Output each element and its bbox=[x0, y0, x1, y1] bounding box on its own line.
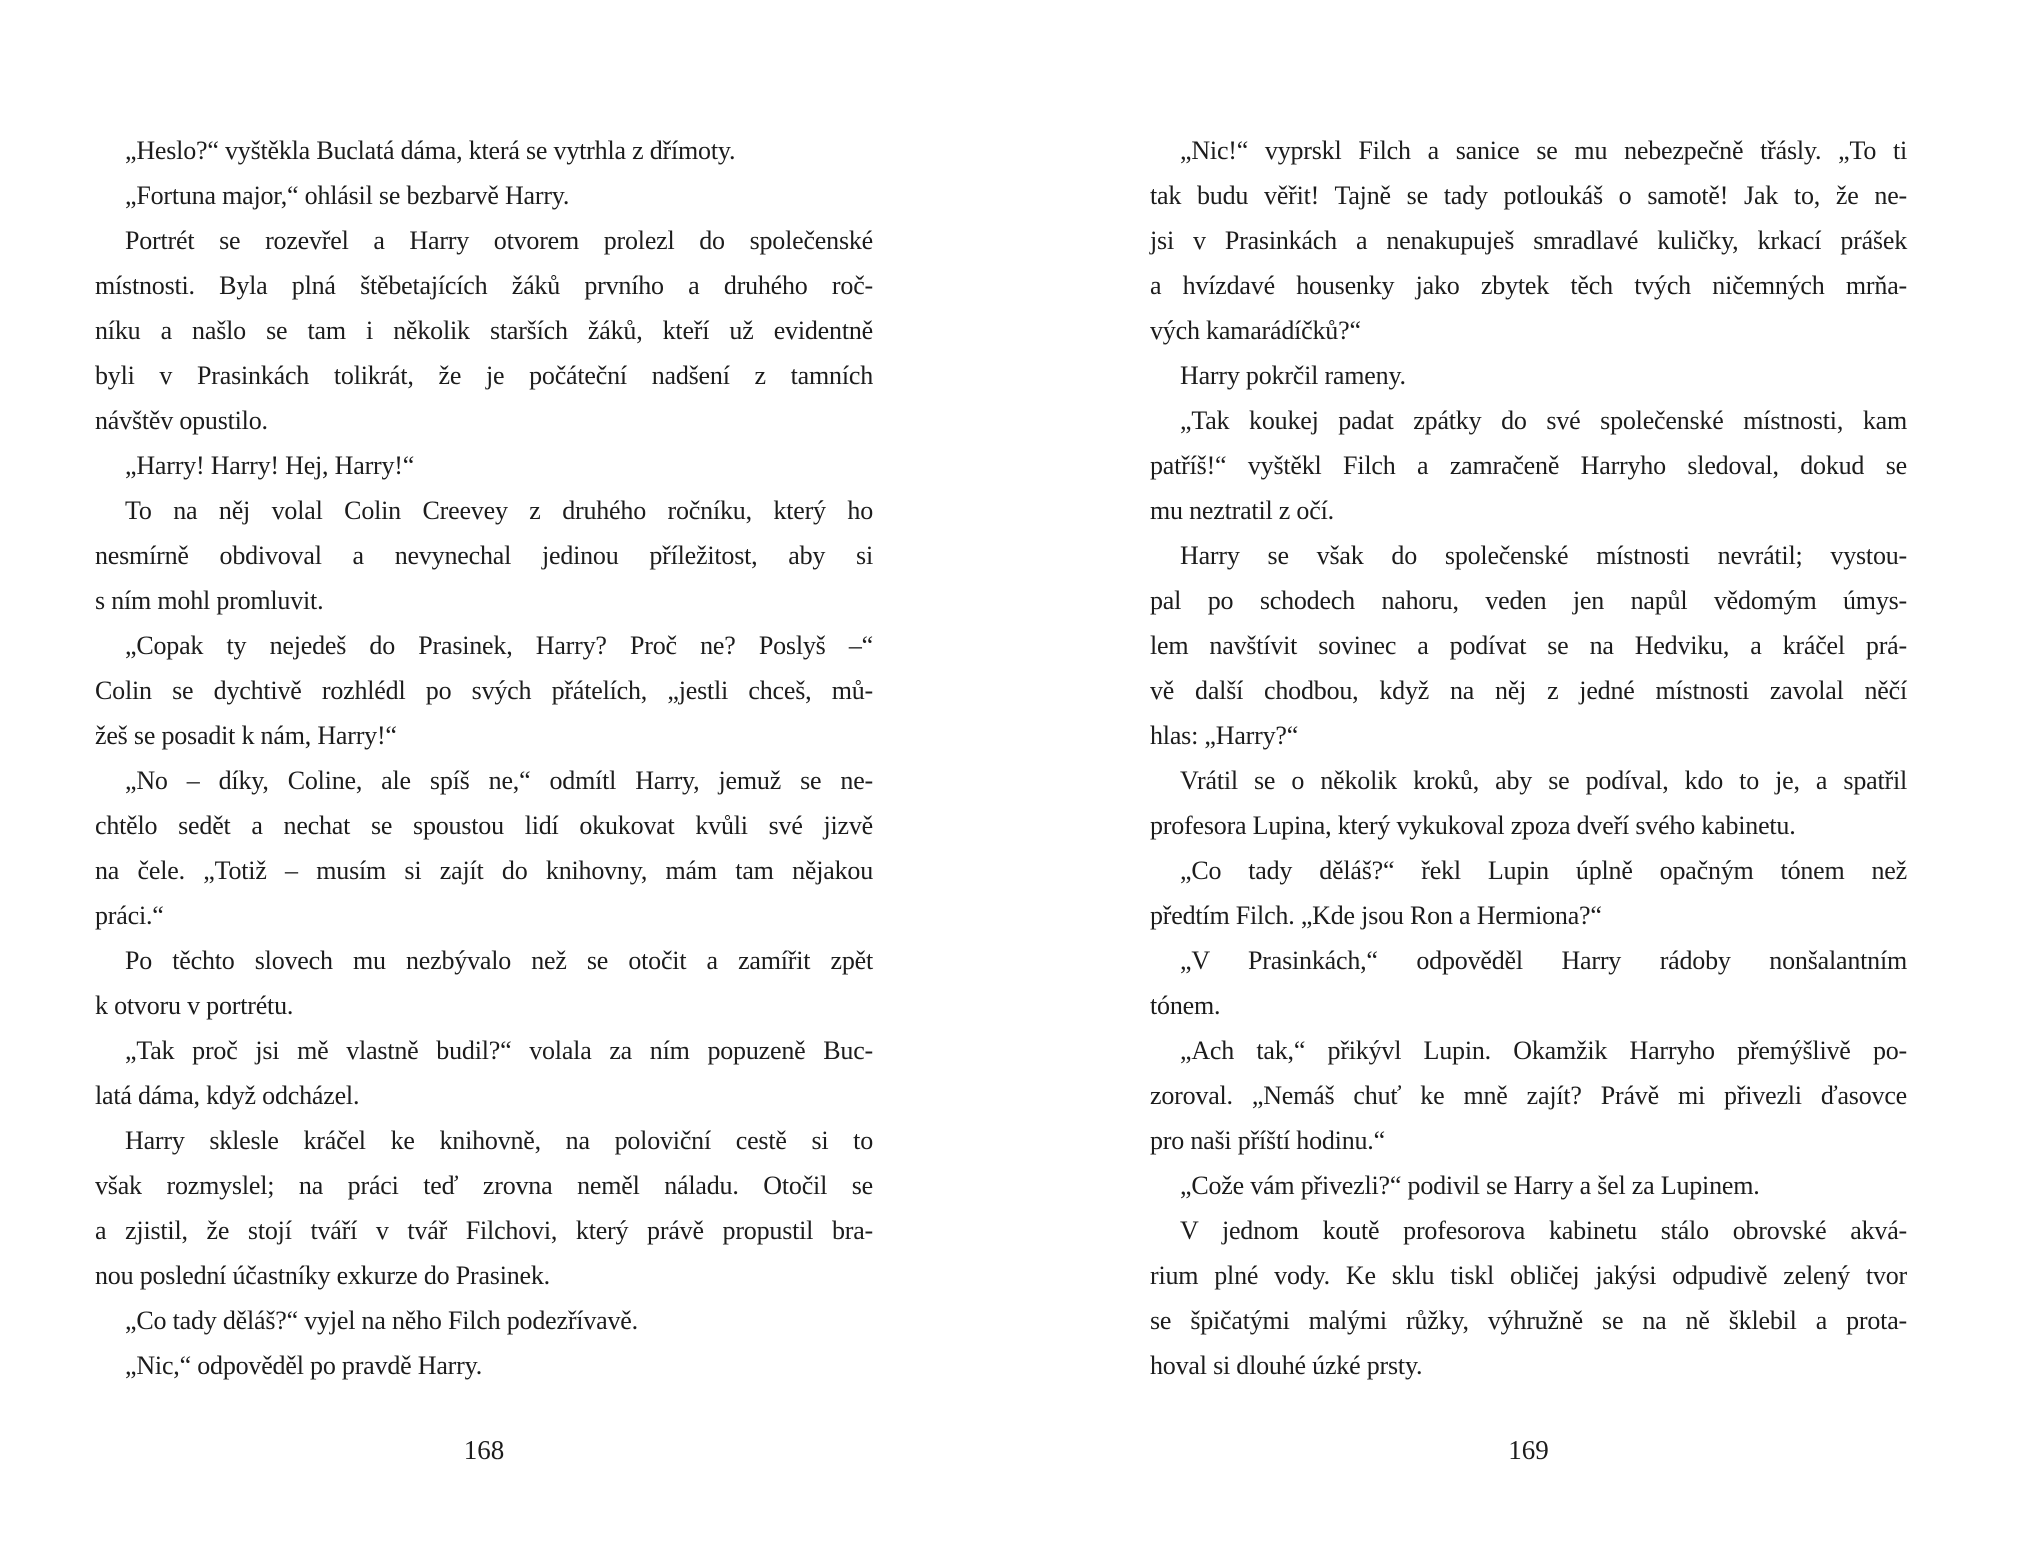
text-line: pal po schodech nahoru, veden jen napůl vědomým úmys- bbox=[1150, 586, 1907, 615]
text-line: „Ach tak,“ přikývl Lupin. Okamžik Harryho přemýšlivě po- bbox=[1180, 1036, 1907, 1065]
text-line: Po těchto slovech mu nezbývalo než se otočit a zamířit zpět bbox=[125, 946, 873, 975]
text-line: místnosti. Byla plná štěbetajících žáků prvního a druhého roč- bbox=[95, 271, 873, 300]
text-line: patříš!“ vyštěkl Filch a zamračeně Harryho sledoval, dokud se bbox=[1150, 451, 1907, 480]
text-line: se špičatými malými růžky, výhružně se na ně šklebil a prota- bbox=[1150, 1306, 1907, 1335]
page-left-text bbox=[95, 128, 873, 1388]
text-line: byli v Prasinkách tolikrát, že je počáteční nadšení z tamních bbox=[95, 361, 873, 390]
text-line: „Co tady děláš?“ řekl Lupin úplně opačným tónem než bbox=[1180, 856, 1907, 885]
text-line: a hvízdavé housenky jako zbytek těch tvých ničemných mrňa- bbox=[1150, 271, 1907, 300]
text-line: „Nic,“ odpověděl po pravdě Harry. bbox=[125, 1351, 483, 1380]
text-line: „Co tady děláš?“ vyjel na něho Filch podezřívavě. bbox=[125, 1306, 638, 1335]
text-line: předtím Filch. „Kde jsou Ron a Hermiona?“ bbox=[1150, 901, 1602, 930]
text-line: Harry sklesle kráčel ke knihovně, na poloviční cestě si to bbox=[125, 1126, 873, 1155]
text-line: Portrét se rozevřel a Harry otvorem prolezl do společenské bbox=[125, 226, 873, 255]
text-line: Harry se však do společenské místnosti nevrátil; vystou- bbox=[1180, 541, 1907, 570]
text-line: „Cože vám přivezli?“ podivil se Harry a šel za Lupinem. bbox=[1180, 1171, 1760, 1200]
text-line: tónem. bbox=[1150, 991, 1221, 1020]
text-line: V jednom koutě profesorova kabinetu stálo obrovské akvá- bbox=[1180, 1216, 1907, 1245]
text-line: návštěv opustilo. bbox=[95, 406, 268, 435]
text-line: s ním mohl promluvit. bbox=[95, 586, 324, 615]
text-line: hlas: „Harry?“ bbox=[1150, 721, 1299, 750]
text-line: tak budu věřit! Tajně se tady potloukáš o samotě! Jak to, že ne- bbox=[1150, 181, 1907, 210]
text-line: „Tak koukej padat zpátky do své společenské místnosti, kam bbox=[1180, 406, 1907, 435]
text-line: profesora Lupina, který vykukoval zpoza dveří svého kabinetu. bbox=[1150, 811, 1796, 840]
text-line: mu neztratil z očí. bbox=[1150, 496, 1334, 525]
text-line: chtělo sedět a nechat se spoustou lidí okukovat kvůli své jizvě bbox=[95, 811, 873, 840]
text-line: Vrátil se o několik kroků, aby se podíval, kdo to je, a spatřil bbox=[1180, 766, 1907, 795]
page-right-text bbox=[1150, 128, 1907, 1388]
text-line: zoroval. „Nemáš chuť ke mně zajít? Právě mi přivezli ďasovce bbox=[1150, 1081, 1907, 1110]
text-line: k otvoru v portrétu. bbox=[95, 991, 294, 1020]
text-line: na čele. „Totiž – musím si zajít do knihovny, mám tam nějakou bbox=[95, 856, 873, 885]
text-line: „Harry! Harry! Hej, Harry!“ bbox=[125, 451, 415, 480]
text-line: vých kamarádíčků?“ bbox=[1150, 316, 1361, 345]
text-line: Colin se dychtivě rozhlédl po svých přátelích, „jestli chceš, mů- bbox=[95, 676, 873, 705]
text-line: pro naši příští hodinu.“ bbox=[1150, 1126, 1385, 1155]
text-line: vě další chodbou, když na něj z jedné místnosti zavolal něčí bbox=[1150, 676, 1907, 705]
text-line: rium plné vody. Ke sklu tiskl obličej jakýsi odpudivě zelený tvor bbox=[1150, 1261, 1907, 1290]
text-line: nou poslední účastníky exkurze do Prasinek. bbox=[95, 1261, 550, 1290]
text-line: „Nic!“ vyprskl Filch a sanice se mu nebezpečně třásly. „To ti bbox=[1180, 136, 1907, 165]
text-line: „V Prasinkách,“ odpověděl Harry rádoby nonšalantním bbox=[1180, 946, 1907, 975]
text-line: práci.“ bbox=[95, 901, 164, 930]
text-line: „Heslo?“ vyštěkla Buclatá dáma, která se vytrhla z dřímoty. bbox=[125, 136, 736, 165]
text-line: žeš se posadit k nám, Harry!“ bbox=[95, 721, 397, 750]
text-line: „Tak proč jsi mě vlastně budil?“ volala za ním popuzeně Buc- bbox=[125, 1036, 873, 1065]
page-right-number: 169 bbox=[1508, 1435, 1549, 1465]
page-left-number: 168 bbox=[463, 1435, 505, 1465]
text-line: hoval si dlouhé úzké prsty. bbox=[1150, 1351, 1423, 1380]
text-line: To na něj volal Colin Creevey z druhého ročníku, který ho bbox=[125, 496, 873, 525]
text-line: níku a našlo se tam i několik starších žáků, kteří už evidentně bbox=[95, 316, 873, 345]
text-line: jsi v Prasinkách a nenakupuješ smradlavé kuličky, krkací prášek bbox=[1150, 226, 1907, 255]
text-line: Harry pokrčil rameny. bbox=[1180, 361, 1406, 390]
text-line: „Fortuna major,“ ohlásil se bezbarvě Harry. bbox=[125, 181, 570, 210]
text-line: „No – díky, Coline, ale spíš ne,“ odmítl Harry, jemuž se ne- bbox=[125, 766, 873, 795]
text-line: nesmírně obdivoval a nevynechal jedinou příležitost, aby si bbox=[95, 541, 873, 570]
text-line: však rozmyslel; na práci teď zrovna neměl náladu. Otočil se bbox=[95, 1171, 873, 1200]
text-line: latá dáma, když odcházel. bbox=[95, 1081, 360, 1110]
text-line: lem navštívit sovinec a podívat se na Hedviku, a kráčel prá- bbox=[1150, 631, 1907, 660]
text-line: a zjistil, že stojí tváří v tvář Filchovi, který právě propustil bra- bbox=[95, 1216, 873, 1245]
text-line: „Copak ty nejedeš do Prasinek, Harry? Proč ne? Poslyš –“ bbox=[125, 631, 873, 660]
